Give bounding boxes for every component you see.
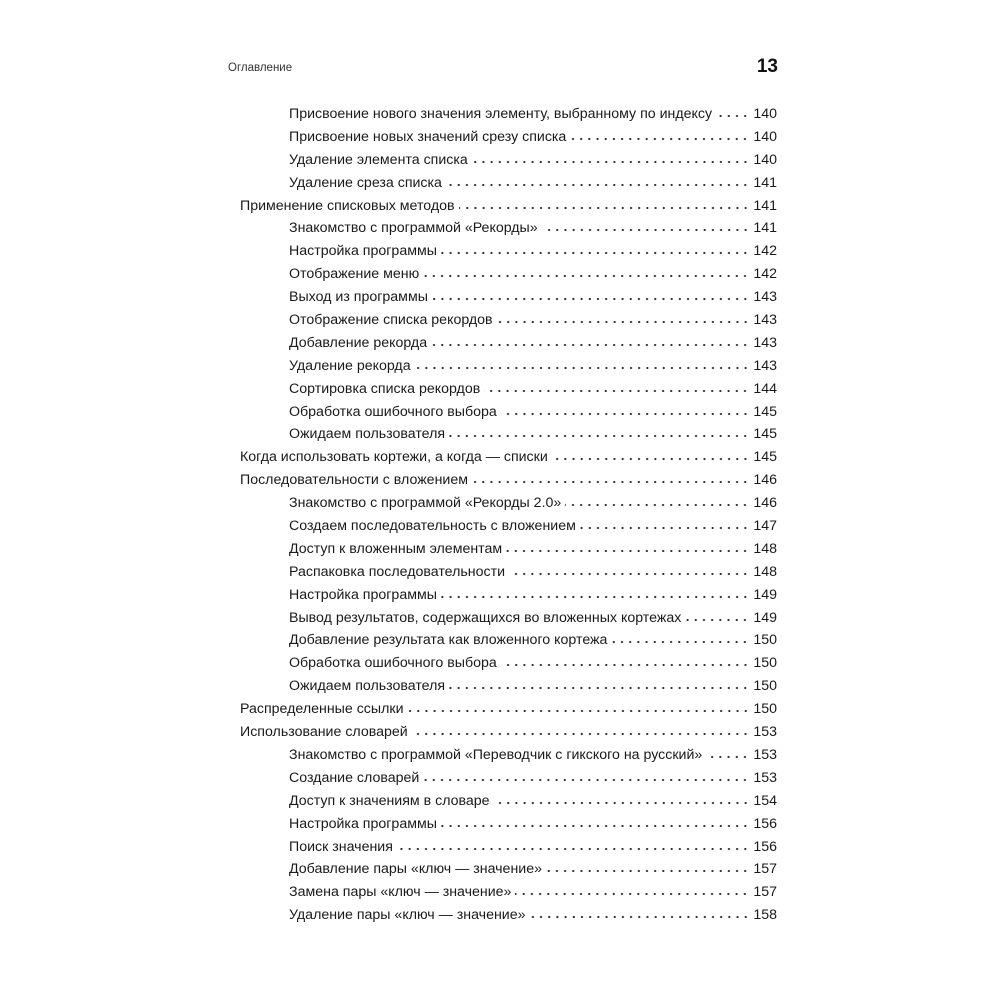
toc-entry: [240, 332, 777, 355]
toc-entry-page: 156: [753, 815, 777, 832]
dot-leader: [446, 177, 749, 187]
toc-entry: [240, 217, 777, 240]
dot-leader: [472, 154, 750, 164]
toc-entry-page: 143: [753, 312, 777, 329]
dot-leader: [423, 772, 749, 782]
toc-entry-page: 144: [753, 380, 777, 397]
dot-leader: [441, 245, 749, 255]
toc-entry-title: Последовательности с вложением: [240, 472, 468, 489]
dot-leader: [565, 497, 749, 507]
dot-leader: [412, 726, 750, 736]
toc-entry: [240, 515, 777, 538]
dot-leader: [716, 108, 749, 118]
toc-entry: [240, 286, 777, 309]
dot-leader: [580, 520, 749, 530]
toc-entry-page: 145: [753, 426, 777, 443]
toc-entry-page: 153: [753, 746, 777, 763]
toc-entry-title: Сортировка списка рекордов: [289, 380, 481, 397]
toc-entry: [240, 607, 777, 630]
toc-entry-title: Распаковка последовательности: [289, 563, 506, 580]
toc-entry-title: Когда использовать кортежи, а когда — списки: [240, 449, 548, 466]
toc-entry-title: Доступ к значениям в словаре: [289, 792, 490, 809]
toc-entry-page: 147: [753, 518, 777, 535]
dot-leader: [449, 428, 749, 438]
dot-leader: [449, 680, 749, 690]
toc-entry: [240, 355, 777, 378]
toc-entry: [240, 584, 777, 607]
toc-entry: [240, 149, 777, 172]
dot-leader: [685, 612, 749, 622]
toc-entry-page: 143: [753, 357, 777, 374]
toc-entry-page: 157: [753, 884, 777, 901]
toc-entry-title: Замена пары «ключ — значение»: [289, 884, 512, 901]
toc-entry: [240, 103, 777, 126]
toc-entry: [240, 423, 777, 446]
toc-entry-title: Отображение списка рекордов: [289, 312, 493, 329]
dot-leader: [530, 909, 750, 919]
dot-leader: [408, 703, 750, 713]
toc-entry-page: 150: [753, 655, 777, 672]
toc-entry-page: 146: [753, 495, 777, 512]
toc-entry-page: 146: [753, 472, 777, 489]
toc-entry-page: 145: [753, 449, 777, 466]
toc-entry-title: Использование словарей: [240, 724, 408, 741]
dot-leader: [494, 795, 750, 805]
toc-entry-title: Удаление рекорда: [289, 357, 411, 374]
toc-entry-page: 141: [753, 174, 777, 191]
toc-entry-page: 153: [753, 769, 777, 786]
toc-entry-title: Присвоение новых значений срезу списка: [289, 128, 567, 145]
toc-entry-title: Настройка программы: [289, 586, 437, 603]
toc-entry: [240, 126, 777, 149]
toc-entry-title: Удаление пары «ключ — значение»: [289, 907, 526, 924]
dot-leader: [484, 383, 749, 393]
toc-entry-title: Добавление рекорда: [289, 334, 428, 351]
toc-entry: [240, 652, 777, 675]
dot-leader: [441, 818, 749, 828]
toc-entry-page: 141: [753, 197, 777, 214]
toc-entry-title: Поиск значения: [289, 838, 393, 855]
toc-entry-page: 157: [753, 861, 777, 878]
toc-entry-page: 154: [753, 792, 777, 809]
toc-entry-title: Ожидаем пользователя: [289, 678, 446, 695]
dot-leader: [459, 200, 750, 210]
toc-entry-title: Доступ к вложенным элементам: [289, 540, 503, 557]
toc-entry-page: 149: [753, 609, 777, 626]
dot-leader: [423, 268, 749, 278]
toc-entry-title: Настройка программы: [289, 815, 437, 832]
toc-entry-page: 141: [753, 220, 777, 237]
dot-leader: [397, 841, 749, 851]
page-number: 13: [756, 56, 778, 77]
toc-entry-page: 140: [753, 151, 777, 168]
toc-entry: [240, 813, 777, 836]
toc-entry-page: 153: [753, 724, 777, 741]
dot-leader: [432, 291, 749, 301]
toc-entry-page: 140: [753, 106, 777, 122]
toc-entry: [240, 744, 777, 767]
dot-leader: [542, 222, 750, 232]
toc-entry-title: Знакомство с программой «Переводчик с гикского на русский»: [289, 746, 703, 763]
toc-entry: [240, 195, 777, 218]
toc-entry-title: Ожидаем пользователя: [289, 426, 446, 443]
toc-entry: [240, 629, 777, 652]
dot-leader: [552, 451, 750, 461]
toc-entry: [240, 767, 777, 790]
toc-entry-page: 148: [753, 540, 777, 557]
toc-entry: [240, 698, 777, 721]
toc-entry-title: Создание словарей: [289, 769, 420, 786]
toc-entry-page: 140: [753, 128, 777, 145]
dot-leader: [570, 131, 749, 141]
toc-entry-page: 142: [753, 243, 777, 260]
toc-entry-title: Распределенные ссылки: [240, 701, 404, 718]
toc-entry: [240, 881, 777, 904]
toc-entry: [240, 378, 777, 401]
dot-leader: [472, 474, 749, 484]
toc-entry-page: 150: [753, 701, 777, 718]
dot-leader: [546, 863, 749, 873]
toc-entry-title: Выход из программы: [289, 289, 428, 306]
toc-entry-title: Обработка ошибочного выбора: [289, 655, 497, 672]
toc-entry-page: 150: [753, 678, 777, 695]
toc-entry: [240, 492, 777, 515]
toc-entry-title: Обработка ошибочного выбора: [289, 403, 497, 420]
toc-entry: [240, 836, 777, 859]
dot-leader: [611, 634, 749, 644]
toc-entry-page: 149: [753, 586, 777, 603]
toc-entry: [240, 904, 777, 927]
toc-entry-title: Настройка программы: [289, 243, 437, 260]
toc-entry: [240, 469, 777, 492]
toc-entry-page: 150: [753, 632, 777, 649]
toc-entry-page: 156: [753, 838, 777, 855]
dot-leader: [431, 337, 749, 347]
running-header: Оглавление: [228, 62, 293, 74]
toc-entry-title: Отображение меню: [289, 266, 420, 283]
dot-leader: [441, 589, 749, 599]
toc-entry-page: 158: [753, 907, 777, 924]
table-of-contents: [240, 103, 777, 927]
dot-leader: [509, 566, 749, 576]
toc-entry: [240, 538, 777, 561]
toc-entry-title: Добавление результата как вложенного кортежа: [289, 632, 608, 649]
toc-entry-title: Применение списковых методов: [240, 197, 455, 214]
toc-entry: [240, 401, 777, 424]
toc-entry-title: Присвоение нового значения элементу, выбранному по индексу: [289, 106, 713, 122]
dot-leader: [515, 886, 749, 896]
dot-leader: [497, 314, 750, 324]
toc-entry: [240, 561, 777, 584]
toc-entry-page: 148: [753, 563, 777, 580]
toc-entry: [240, 172, 777, 195]
toc-entry: [240, 790, 777, 813]
toc-entry: [240, 263, 777, 286]
toc-entry-title: Удаление элемента списка: [289, 151, 468, 168]
dot-leader: [415, 360, 750, 370]
dot-leader: [506, 543, 749, 553]
toc-entry-page: 143: [753, 289, 777, 306]
toc-entry-page: 142: [753, 266, 777, 283]
dot-leader: [706, 749, 749, 759]
toc-entry-page: 145: [753, 403, 777, 420]
toc-entry: [240, 675, 777, 698]
toc-entry: [240, 858, 777, 881]
toc-entry: [240, 240, 777, 263]
toc-entry-title: Вывод результатов, содержащихся во вложенных кортежах: [289, 609, 682, 626]
toc-entry: [240, 721, 777, 744]
toc-entry-title: Удаление среза списка: [289, 174, 442, 191]
dot-leader: [501, 657, 750, 667]
toc-entry-title: Знакомство с программой «Рекорды 2.0»: [289, 495, 562, 512]
dot-leader: [501, 406, 750, 416]
toc-entry: [240, 309, 777, 332]
toc-entry-title: Знакомство с программой «Рекорды»: [289, 220, 538, 237]
toc-entry-title: Создаем последовательность с вложением: [289, 518, 576, 535]
toc-entry-page: 143: [753, 334, 777, 351]
toc-entry: [240, 446, 777, 469]
toc-entry-title: Добавление пары «ключ — значение»: [289, 861, 542, 878]
